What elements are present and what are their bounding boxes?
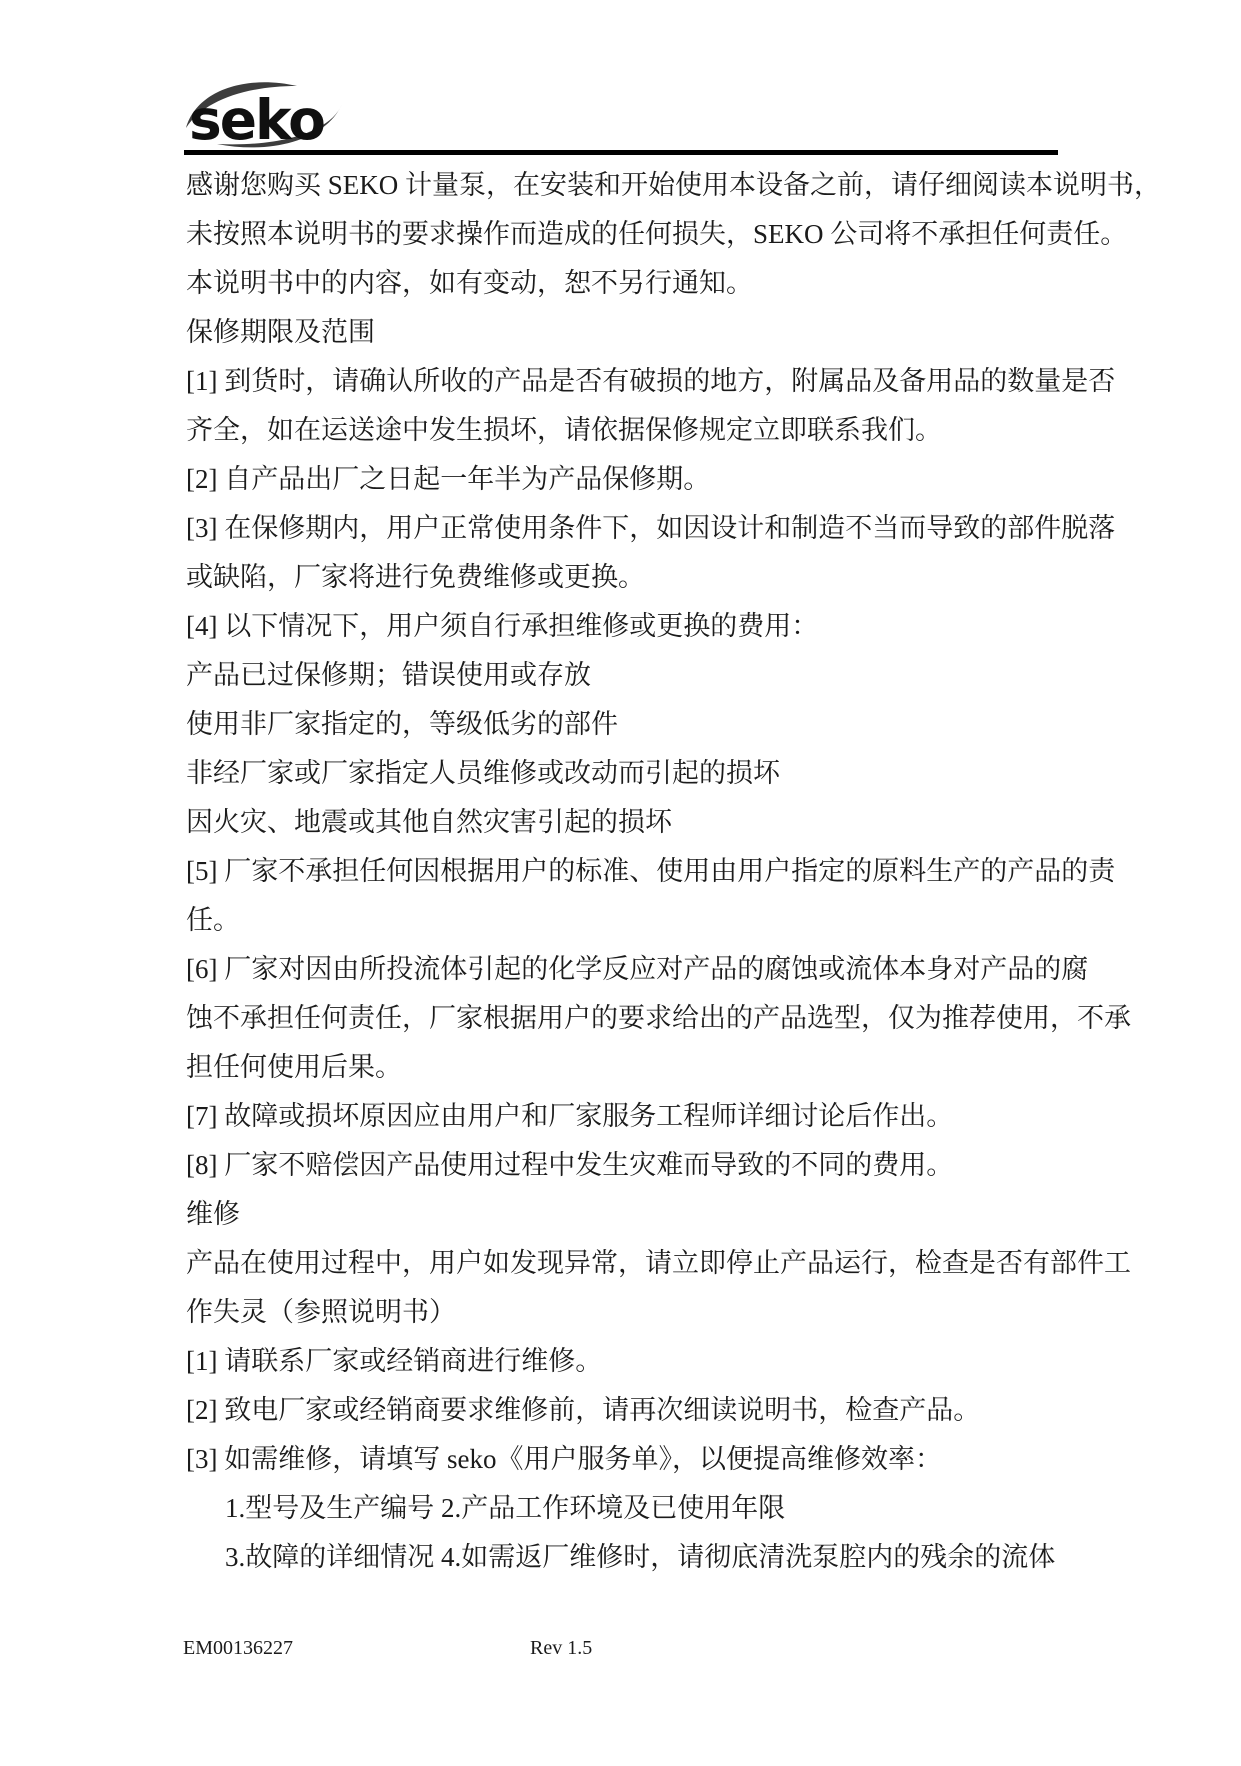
text-line: 或缺陷，厂家将进行免费维修或更换。 [186, 562, 645, 592]
logo-wordmark: seko [189, 88, 324, 150]
text-line: [1] 请联系厂家或经销商进行维修。 [186, 1346, 603, 1376]
text-line: 任。 [186, 905, 240, 935]
text-line: [2] 自产品出厂之日起一年半为产品保修期。 [186, 464, 711, 494]
text-line: [4] 以下情况下，用户须自行承担维修或更换的费用： [186, 611, 819, 641]
text-line: 感谢您购买 SEKO 计量泵，在安装和开始使用本设备之前，请仔细阅读本说明书， [186, 170, 1162, 200]
text-line: [3] 如需维修，请填写 seko《用户服务单》，以便提高维修效率： [186, 1444, 942, 1474]
text-line: 齐全，如在运送途中发生损坏，请依据保修规定立即联系我们。 [186, 415, 942, 445]
text-line: [2] 致电厂家或经销商要求维修前，请再次细读说明书，检查产品。 [186, 1395, 981, 1425]
text-line: [8] 厂家不赔偿因产品使用过程中发生灾难而导致的不同的费用。 [186, 1150, 954, 1180]
text-line: 因火灾、地震或其他自然灾害引起的损坏 [186, 807, 672, 837]
text-line: 作失灵（参照说明书） [186, 1297, 456, 1327]
text-line: [3] 在保修期内，用户正常使用条件下，如因设计和制造不当而导致的部件脱落 [186, 513, 1116, 543]
text-line: 1.型号及生产编号 2.产品工作环境及已使用年限 [225, 1493, 786, 1523]
text-line: 担任何使用后果。 [186, 1052, 402, 1082]
seko-logo [181, 78, 345, 150]
text-line: 使用非厂家指定的，等级低劣的部件 [186, 709, 618, 739]
text-line: 产品已过保修期；错误使用或存放 [186, 660, 591, 690]
text-line: [6] 厂家对因由所投流体引起的化学反应对产品的腐蚀或流体本身对产品的腐 [186, 954, 1089, 984]
text-line: [7] 故障或损坏原因应由用户和厂家服务工程师详细讨论后作出。 [186, 1101, 954, 1131]
text-line: 产品在使用过程中，用户如发现异常，请立即停止产品运行，检查是否有部件工 [186, 1248, 1131, 1278]
text-line: 未按照本说明书的要求操作而造成的任何损失，SEKO 公司将不承担任何责任。 [186, 219, 1128, 249]
footer-revision: Rev 1.5 [530, 1637, 593, 1659]
text-line: 本说明书中的内容，如有变动，恕不另行通知。 [186, 268, 753, 298]
text-line: 保修期限及范围 [186, 317, 375, 347]
text-line: [1] 到货时，请确认所收的产品是否有破损的地方，附属品及备用品的数量是否 [186, 366, 1116, 396]
header-rule [184, 150, 1058, 155]
footer-doc-number: EM00136227 [183, 1637, 293, 1659]
body-text [186, 161, 1162, 1582]
text-line: 3.故障的详细情况 4.如需返厂维修时，请彻底清洗泵腔内的残余的流体 [225, 1542, 1056, 1572]
text-line: 非经厂家或厂家指定人员维修或改动而引起的损坏 [186, 758, 780, 788]
text-line: 蚀不承担任何责任，厂家根据用户的要求给出的产品选型，仅为推荐使用，不承 [186, 1003, 1131, 1033]
text-line: 维修 [186, 1199, 240, 1229]
text-line: [5] 厂家不承担任何因根据用户的标准、使用由用户指定的原料生产的产品的责 [186, 856, 1116, 886]
